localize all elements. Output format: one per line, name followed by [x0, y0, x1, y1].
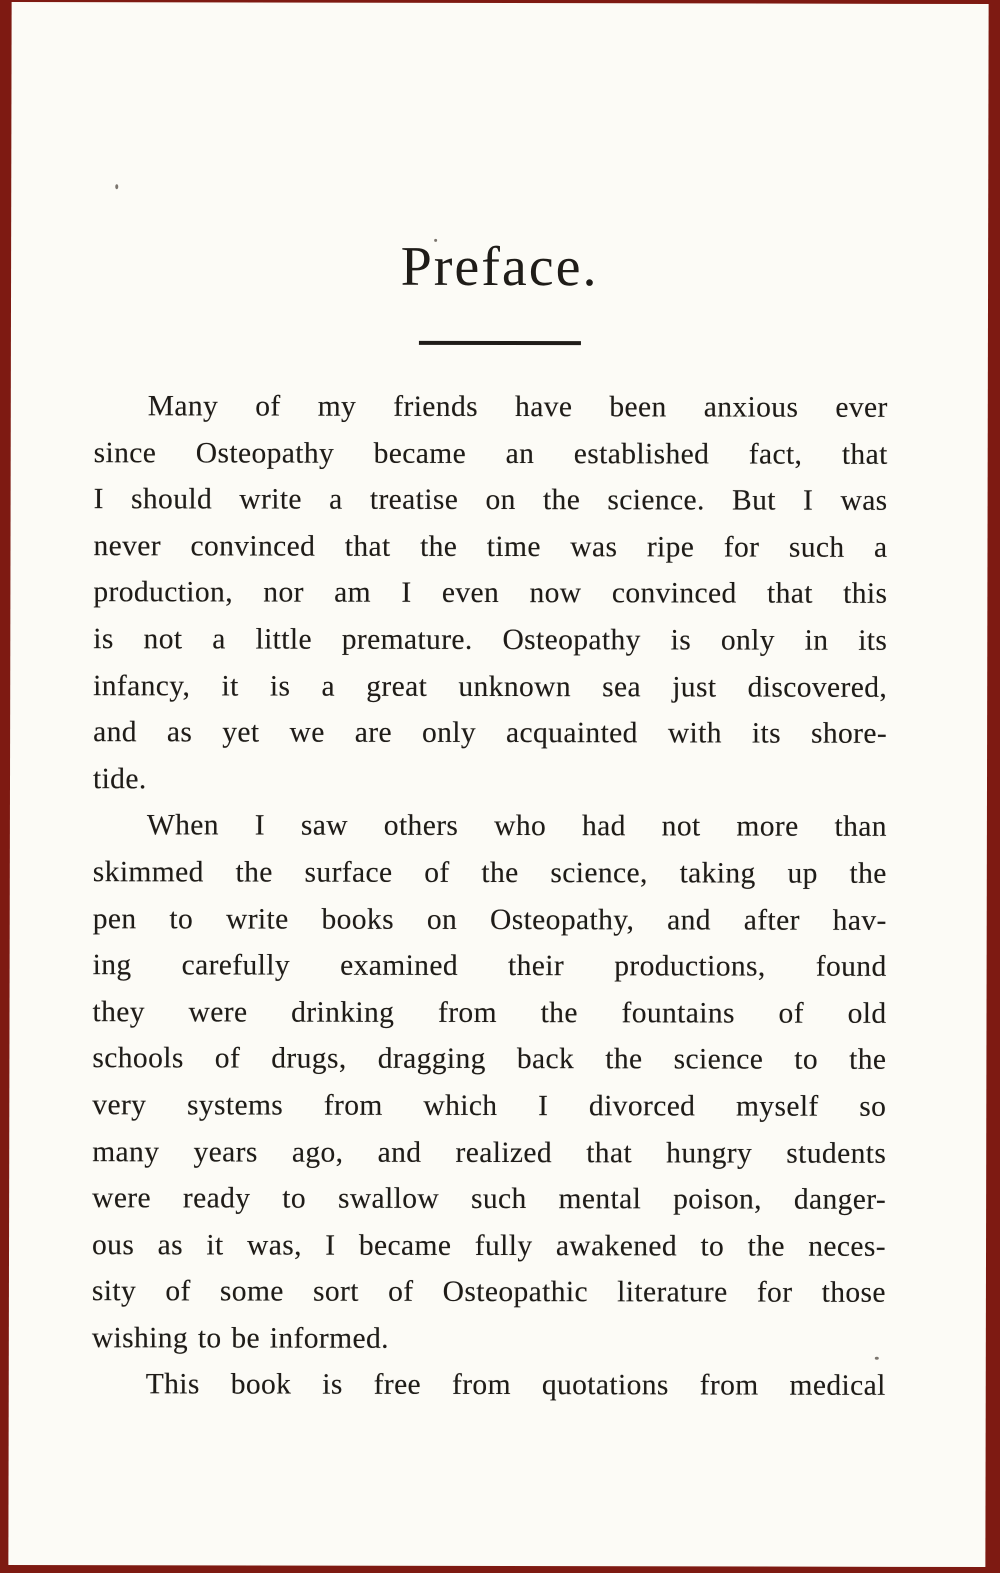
text-line: is not a little premature. Osteopathy is only in its [93, 623, 888, 657]
text-line: never convinced that the time was ripe for such a [93, 529, 888, 564]
text-line: I should write a treatise on the science. But I was [93, 483, 888, 518]
text-line: This book is free from quotations from medical [145, 1368, 886, 1403]
title-divider-rule [418, 341, 580, 345]
text-line: tide. [92, 762, 147, 796]
page-title: Preface. [400, 235, 599, 299]
text-line: When I saw others who had not more than [146, 809, 887, 844]
text-line: wishing to be informed. [91, 1322, 389, 1355]
text-line: infancy, it is a great unknown sea just discovered, [93, 669, 888, 704]
text-line: production, nor am I even now convinced that this [93, 576, 888, 611]
text-line: schools of drugs, dragging back the science to the [92, 1042, 887, 1077]
text-line: many years ago, and realized that hungry students [92, 1135, 887, 1170]
text-line: since Osteopathy became an established fact, that [93, 436, 888, 471]
page-body [92, 383, 888, 1410]
scan-speck [115, 184, 118, 189]
text-line: pen to write books on Osteopathy, and after hav- [92, 902, 887, 937]
text-line: sity of some sort of Osteopathic literature for those [91, 1275, 886, 1310]
text-line: and as yet we are only acquainted with its shore- [93, 716, 888, 750]
text-line: Many of my friends have been anxious ever [147, 390, 888, 424]
text-line: were ready to swallow such mental poison, danger- [92, 1182, 887, 1216]
text-line: they were drinking from the fountains of old [92, 995, 887, 1030]
text-line: very systems from which I divorced myself so [92, 1089, 887, 1123]
book-page [8, 2, 988, 1567]
text-line: ing carefully examined their productions, found [92, 949, 887, 983]
text-line: ous as it was, I became fully awakened to the neces- [92, 1228, 887, 1263]
text-line: skimmed the surface of the science, taking up the [92, 856, 887, 890]
